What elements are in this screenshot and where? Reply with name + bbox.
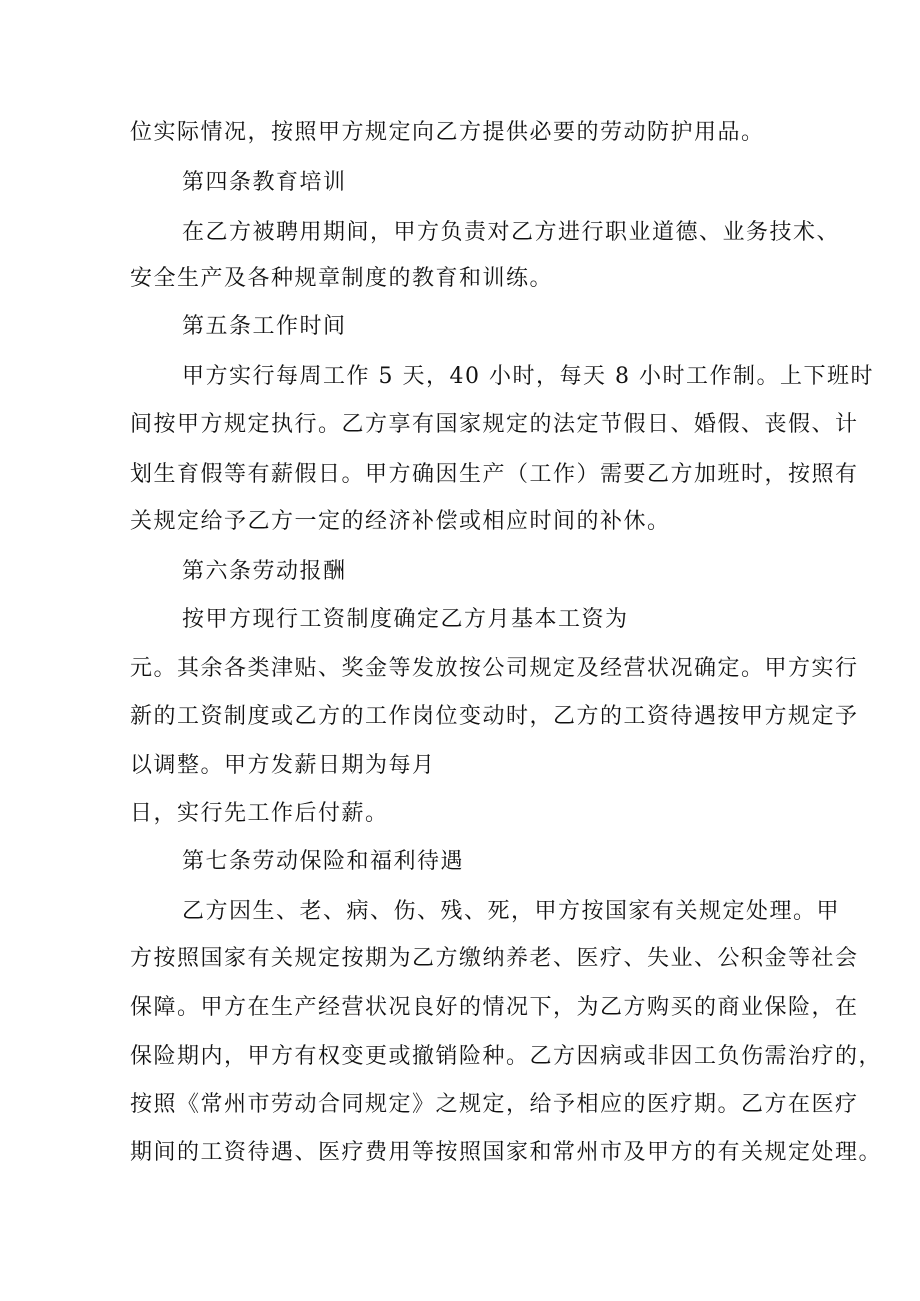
text-line: 保障。甲方在生产经营状况良好的情况下，为乙方购买的商业保险，在	[130, 995, 859, 1020]
text-line: 按照《常州市劳动合同规定》之规定，给予相应的医疗期。乙方在医疗	[130, 1092, 859, 1117]
article-heading: 第六条劳动报酬	[182, 559, 347, 584]
text-line: 按甲方现行工资制度确定乙方月基本工资为	[182, 607, 629, 632]
text-line: 保险期内，甲方有权变更或撤销险种。乙方因病或非因工负伤需治疗的，	[130, 1044, 883, 1069]
text-line: 安全生产及各种规章制度的教育和训练。	[130, 266, 554, 291]
text-line: 位实际情况，按照甲方规定向乙方提供必要的劳动防护用品。	[130, 120, 765, 145]
text-line: 日，实行先工作后付薪。	[130, 801, 389, 826]
text-line: 期间的工资待遇、医疗费用等按照国家和常州市及甲方的有关规定处理。	[130, 1140, 883, 1165]
text-line: 在乙方被聘用期间，甲方负责对乙方进行职业道德、业务技术、	[182, 220, 841, 245]
article-heading: 第四条教育培训	[182, 170, 347, 195]
text-line: 新的工资制度或乙方的工作岗位变动时，乙方的工资待遇按甲方规定予	[130, 704, 859, 729]
text-line: 以调整。甲方发薪日期为每月	[130, 753, 436, 778]
article-heading: 第七条劳动保险和福利待遇	[182, 849, 465, 874]
article-heading: 第五条工作时间	[182, 314, 347, 339]
text-line: 甲方实行每周工作 5 天，40 小时，每天 8 小时工作制。上下班时	[182, 364, 874, 389]
text-line: 方按照国家有关规定按期为乙方缴纳养老、医疗、失业、公积金等社会	[130, 946, 859, 971]
text-line: 乙方因生、老、病、伤、残、死，甲方按国家有关规定处理。甲	[182, 899, 841, 924]
text-line: 关规定给予乙方一定的经济补偿或相应时间的补休。	[130, 509, 671, 534]
text-line: 划生育假等有薪假日。甲方确因生产（工作）需要乙方加班时，按照有	[130, 462, 859, 487]
text-line: 元。其余各类津贴、奖金等发放按公司规定及经营状况确定。甲方实行	[130, 656, 859, 681]
text-line: 间按甲方规定执行。乙方享有国家规定的法定节假日、婚假、丧假、计	[130, 412, 859, 437]
